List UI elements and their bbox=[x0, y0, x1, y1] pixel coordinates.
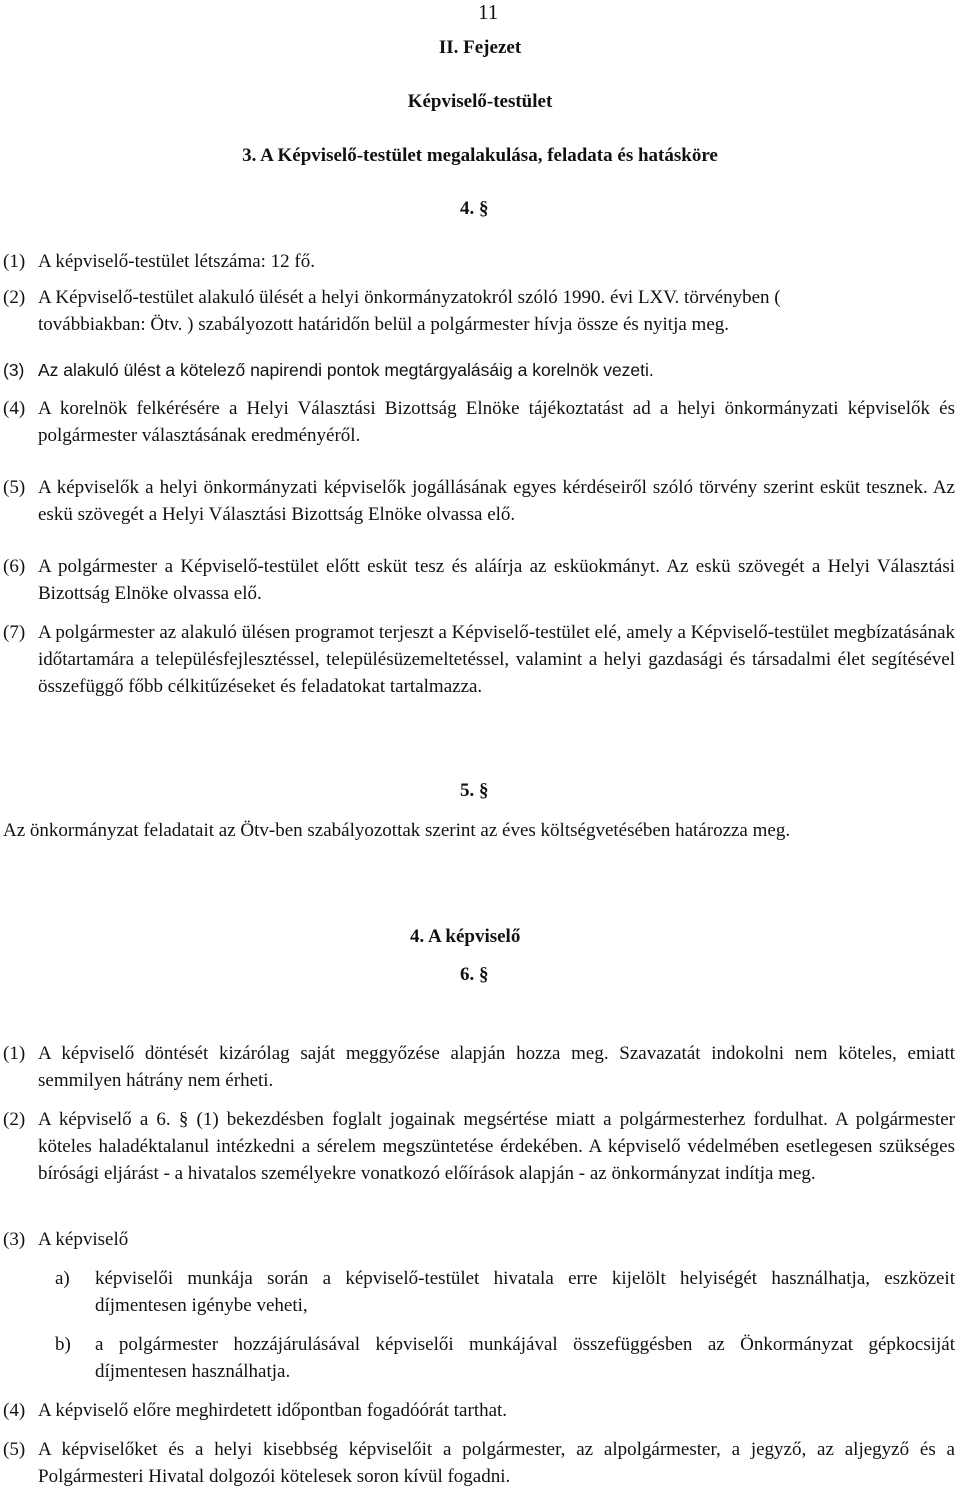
item-text: A képviselők a helyi önkormányzati képviselők jogállásának egyes kérdéseiről szóló törvény szerint esküt tesznek. Az eskü szövegét a Helyi Választási Bizottság Elnöke olvassa elő. bbox=[38, 477, 955, 525]
par4-item-2 bbox=[3, 284, 955, 338]
item-number: (1) bbox=[3, 251, 26, 272]
subitem-label: a) bbox=[55, 1268, 70, 1289]
item-number: (6) bbox=[3, 556, 26, 577]
item-text: A polgármester a Képviselő-testület előtt esküt tesz és aláírja az esküokmányt. Az eskü szövegét a Helyi Választási Bizottság Elnöke olvassa elő. bbox=[38, 556, 955, 604]
par4-item-5 bbox=[3, 474, 955, 528]
chapter-heading: II. Fejezet bbox=[438, 37, 522, 58]
par4-item-1 bbox=[3, 248, 955, 275]
par6-item-1 bbox=[3, 1040, 955, 1094]
par6-item-3 bbox=[3, 1226, 955, 1253]
par6-item-4 bbox=[3, 1397, 955, 1424]
paragraph-4-heading: 4. § bbox=[460, 198, 489, 219]
subitem-text: képviselői munkája során a képviselő-testület hivatala erre kijelölt helyiségét használhatja, eszközeit díjmentesen igénybe veheti, bbox=[95, 1268, 955, 1316]
item-text: A képviselő bbox=[38, 1229, 129, 1250]
item-text: A polgármester az alakuló ülésen programot terjeszt a Képviselő-testület elé, amely a Képviselő-testület megbízatásának időtartamára a településfejlesztéssel, településüzemeltetéssel, valamint a helyi gazdasági és társadalmi élet segítésével összefüggő főbb célkitűzéseket és feladatokat tartalmazza. bbox=[38, 622, 955, 697]
item-number: (2) bbox=[3, 1109, 26, 1130]
item-text: A Képviselő-testület alakuló ülését a helyi önkormányzatokról szóló 1990. évi LXV. törvényben ( továbbiakban: Ötv. ) szabályozott határidőn belül a polgármester hívja össze és nyitja meg. bbox=[38, 287, 781, 335]
item-number: (5) bbox=[3, 477, 26, 498]
par4-item-3 bbox=[3, 357, 955, 384]
item-text: A képviselő előre meghirdetett időpontban fogadóórát tarthat. bbox=[38, 1400, 508, 1421]
item-text: A képviselő a 6. § (1) bekezdésben foglalt jogainak megsértése miatt a polgármesterhez fordulhat. A polgármester köteles haladéktalanul intézkedni a sérelem megszüntetése érdekében. A képviselő védelmében esetlegesen szükséges bírósági eljárást - a hivatalos személyekre vonatkozó előírások alapján - az önkormányzat indítja meg. bbox=[38, 1109, 955, 1184]
item-text: A képviselő döntését kizárólag saját meggyőzése alapján hozza meg. Szavazatát indokolni nem köteles, emiatt semmilyen hátrány nem érheti. bbox=[38, 1043, 955, 1091]
section-3-title: 3. A Képviselő-testület megalakulása, feladata és hatásköre bbox=[242, 145, 718, 166]
paragraph-6-heading: 6. § bbox=[460, 964, 489, 985]
item-text: A korelnök felkérésére a Helyi Választási Bizottság Elnöke tájékoztatást ad a helyi önkormányzati képviselők és polgármester választásának eredményéről. bbox=[38, 398, 955, 446]
par4-item-4 bbox=[3, 395, 955, 449]
item-number: (7) bbox=[3, 622, 26, 643]
item-number: (4) bbox=[3, 398, 26, 419]
item-text: Az alakuló ülést a kötelező napirendi pontok megtárgyalásáig a korelnök vezeti. bbox=[38, 360, 654, 380]
par6-subitem-a bbox=[55, 1265, 955, 1319]
item-number: (2) bbox=[3, 287, 26, 308]
item-number: (5) bbox=[3, 1439, 26, 1460]
item-number: (4) bbox=[3, 1400, 26, 1421]
item-number: (1) bbox=[3, 1043, 26, 1064]
par5-text: Az önkormányzat feladatait az Ötv-ben szabályozottak szerint az éves költségvetésében határozza meg. bbox=[3, 820, 791, 841]
par6-item-5 bbox=[3, 1436, 955, 1490]
item-text: A képviselőket és a helyi kisebbség képviselőit a polgármester, az alpolgármester, a jegyző, az aljegyző és a Polgármesteri Hivatal dolgozói kötelesek soron kívül fogadni. bbox=[38, 1439, 955, 1487]
subitem-label: b) bbox=[55, 1334, 71, 1355]
item-number: (3) bbox=[3, 360, 25, 380]
par6-item-2 bbox=[3, 1106, 955, 1187]
item-text: A képviselő-testület létszáma: 12 fő. bbox=[38, 251, 316, 272]
page-number: 11 bbox=[478, 0, 499, 24]
chapter-title: Képviselő-testület bbox=[407, 91, 553, 112]
par4-item-7 bbox=[3, 619, 955, 700]
item-number: (3) bbox=[3, 1229, 26, 1250]
par6-subitem-b bbox=[55, 1331, 955, 1385]
subitem-text: a polgármester hozzájárulásával képviselői munkájával összefüggésben az Önkormányzat gépkocsiját díjmentesen használhatja. bbox=[95, 1334, 955, 1382]
section-4-title: 4. A képviselő bbox=[410, 926, 521, 947]
paragraph-5-heading: 5. § bbox=[460, 780, 489, 801]
par4-item-6 bbox=[3, 553, 955, 607]
